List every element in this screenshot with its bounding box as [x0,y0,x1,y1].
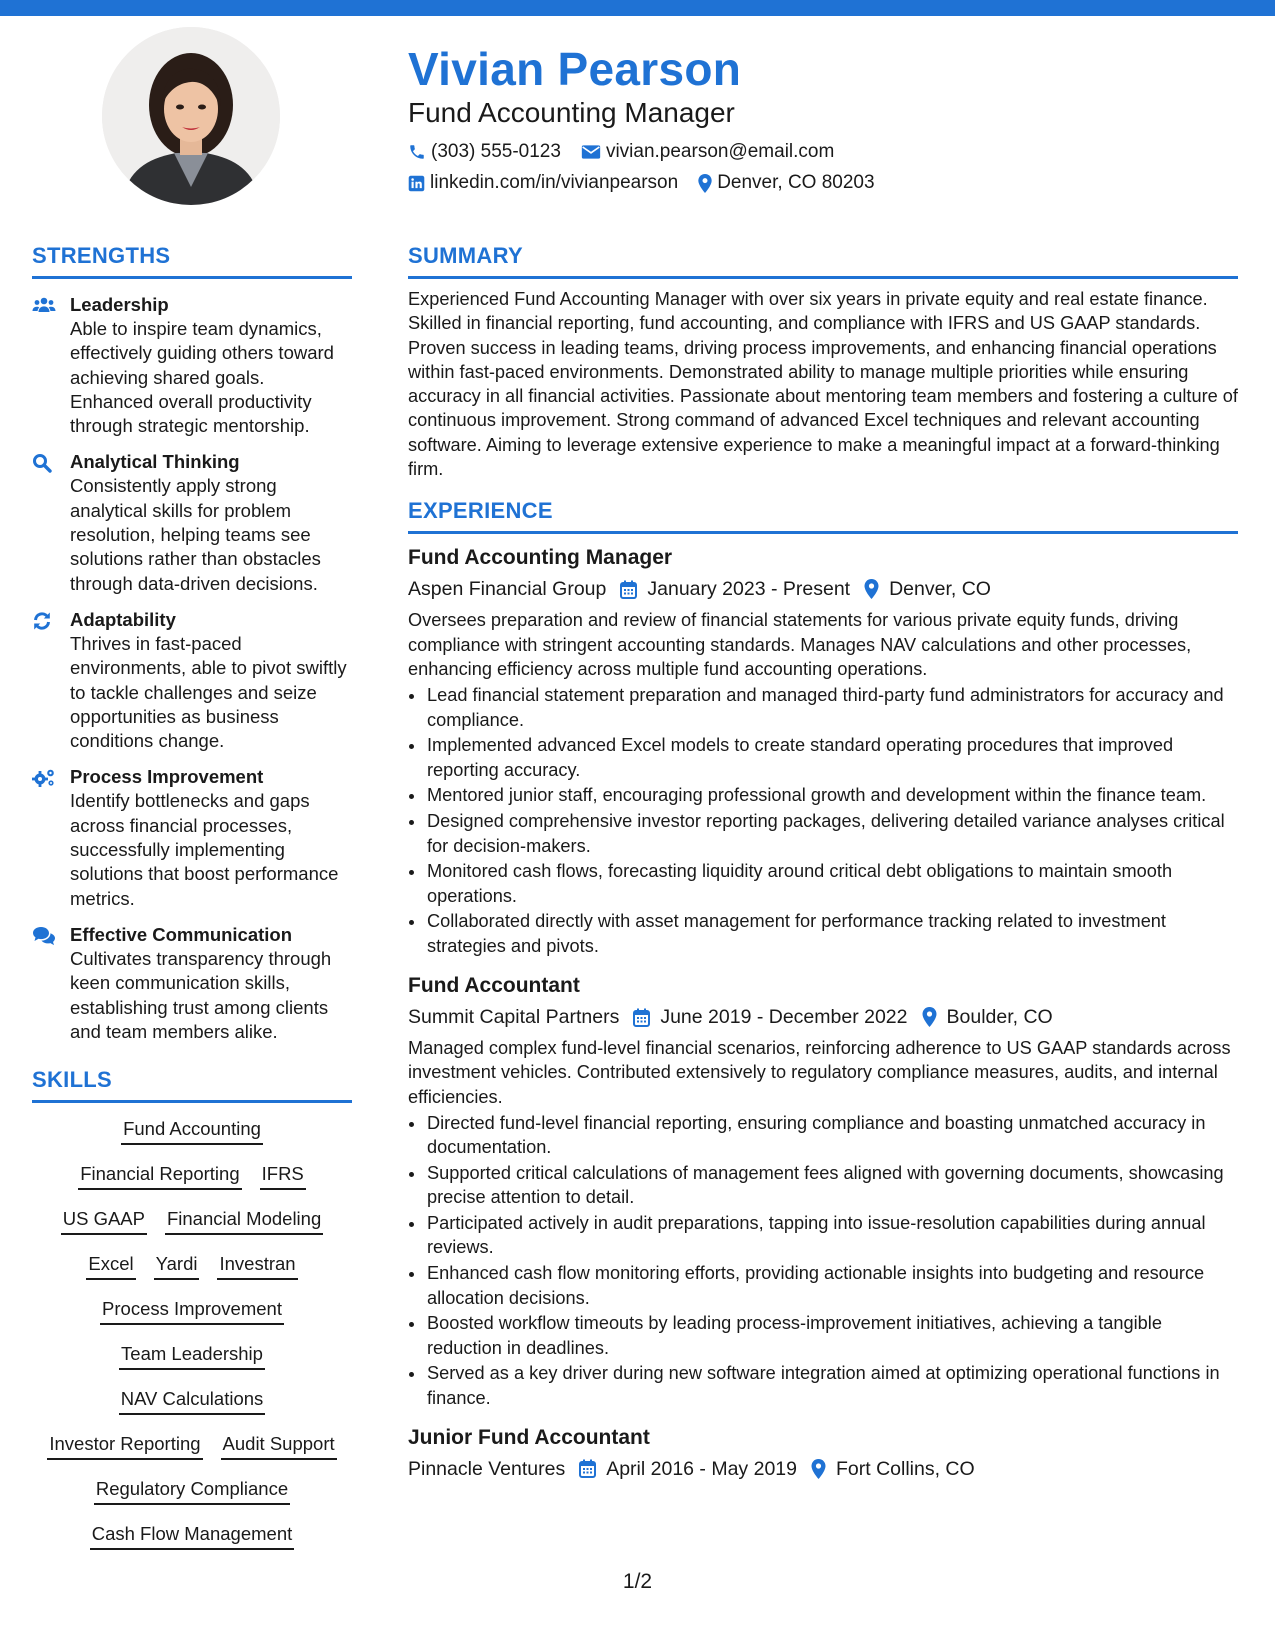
contact-row-2 [408,171,1228,195]
job-entry [408,544,1238,958]
location-item [698,171,874,195]
skill-tag: Regulatory Compliance [94,1477,290,1505]
bullet-item: • Participated actively in audit preparations, tapping into issue-resolution capabilities during annual reviews. [426,1211,1238,1260]
skill-row [32,1387,352,1432]
bullet-item: • Supported critical calculations of management fees aligned with governing documents, showcasing precise attention to detail. [426,1161,1238,1210]
email-item [581,140,834,164]
skill-row [32,1117,352,1162]
job-meta [408,575,1238,603]
job-bullets [408,1111,1238,1410]
bullet-item: • Designed comprehensive investor reporting packages, delivering detailed variance analyses critical for decision-makers. [426,809,1238,858]
company-name: Summit Capital Partners [408,1006,620,1029]
section-divider [408,531,1238,534]
strengths-heading: STRENGTHS [32,243,171,268]
experience-list [408,544,1238,1483]
phone-item [408,140,561,164]
job-dates: June 2019 - December 2022 [660,1006,908,1029]
experience-heading: EXPERIENCE [408,498,553,524]
job-bullets [408,683,1238,958]
calendar-icon [620,580,637,599]
location-text: Denver, CO 80203 [717,172,875,193]
skill-tag: Financial Reporting [78,1162,241,1190]
phone-text[interactable]: (303) 555-0123 [431,141,561,162]
skill-tag: Team Leadership [119,1342,265,1370]
bullet-item: • Monitored cash flows, forecasting liquidity around critical debt obligations to maintain smooth operations. [426,859,1238,908]
job-title: Junior Fund Accountant [408,1425,650,1449]
skill-tag: Fund Accounting [121,1117,263,1145]
calendar-icon [633,1008,650,1027]
skill-tag: Financial Modeling [165,1207,323,1235]
page-number: 1/2 [622,1570,653,1593]
job-description: Managed complex fund-level financial scenarios, reinforcing adherence to US GAAP standards across investment vehicles. Contributed extensively to regulatory compliance measures, audits, and internal efficiencies. [408,1038,1231,1107]
bullet-item: • Mentored junior staff, encouraging professional growth and development within the finance team. [426,783,1238,807]
top-accent-bar [0,0,1275,16]
users-icon [32,296,56,314]
email-text[interactable]: vivian.pearson@email.com [605,141,835,162]
strength-name: Analytical Thinking [70,451,240,473]
job-dates: January 2023 - Present [647,578,851,601]
job-description: Oversees preparation and review of financial statements for various private equity funds, driving compliance with stringent accounting standards. Manages NAV calculations and other processes, enhancing efficiency across multiple fund accounting operations. [408,610,1192,679]
skill-tag: Yardi [154,1252,200,1280]
bullet-item: • Lead financial statement preparation and managed third-party fund administrators for accuracy and compliance. [426,683,1238,732]
skill-row [32,1252,352,1297]
bullet-item: • Directed fund-level financial reporting, ensuring compliance and boasting unmatched accuracy in documentation. [426,1111,1238,1160]
right-column [408,242,1238,1483]
skill-tag: IFRS [260,1162,306,1190]
linkedin-text[interactable]: linkedin.com/in/vivianpearson [430,172,679,193]
bullet-item: • Enhanced cash flow monitoring efforts, providing actionable insights into budgeting and resource allocation decisions. [426,1261,1238,1310]
gears-icon [32,768,56,788]
bullet-item: • Collaborated directly with asset management for performance tracking related to investment strategies and pivots. [426,909,1238,958]
linkedin-icon [408,175,425,192]
strength-desc: Cultivates transparency through keen communication skills, establishing trust among clients and team members alike. [70,947,332,1042]
skill-row [32,1522,352,1567]
strength-item [32,765,352,910]
map-pin-icon [864,579,879,599]
skill-tag: Process Improvement [100,1297,284,1325]
summary-heading: SUMMARY [408,243,523,268]
strength-desc: Consistently apply strong analytical skills for problem resolution, helping teams see solutions rather than obstacles through data-driven decisions. [70,475,321,594]
company-name: Aspen Financial Group [408,578,607,601]
skill-tag: Cash Flow Management [90,1522,295,1550]
strength-item [32,608,352,753]
skill-tag: Investran [217,1252,297,1280]
job-location: Denver, CO [889,578,991,601]
comments-icon [32,926,56,946]
map-pin-icon [922,1007,937,1027]
job-location: Boulder, CO [946,1006,1053,1029]
calendar-icon [579,1459,596,1478]
strength-name: Effective Communication [70,923,293,945]
company-name: Pinnacle Ventures [408,1457,566,1480]
sync-icon [32,611,52,631]
skill-tag: US GAAP [61,1207,147,1235]
job-meta [408,1455,1238,1483]
section-divider [32,276,352,279]
strength-desc: Identify bottlenecks and gaps across financial processes, successfully implementing solutions that boost performance metrics. [70,790,339,909]
skill-row [32,1477,352,1522]
strength-desc: Able to inspire team dynamics, effectively guiding others toward achieving shared goals. Enhanced overall productivity through strategic mentorship. [70,318,334,437]
bullet-item: • Served as a key driver during new software integration aimed at optimizing operational functions in finance. [426,1361,1238,1410]
strength-name: Leadership [70,294,169,315]
candidate-title: Fund Accounting Manager [408,97,735,128]
skill-tag: Investor Reporting [47,1432,202,1460]
strength-name: Adaptability [70,608,176,630]
job-title: Fund Accounting Manager [408,546,673,570]
skill-row [32,1162,352,1207]
envelope-icon [581,144,601,160]
contact-row-1 [408,140,1228,164]
skill-tag: Audit Support [221,1432,337,1460]
job-entry [408,972,1238,1410]
linkedin-item [408,171,678,195]
section-divider [408,276,1238,279]
skill-row [32,1207,352,1252]
left-column [32,242,352,1567]
candidate-name: Vivian Pearson [408,43,742,95]
profile-photo [102,27,280,205]
skill-tag: Excel [86,1252,135,1280]
section-divider [32,1100,352,1103]
bullet-item: • Implemented advanced Excel models to create standard operating procedures that improved reporting accuracy. [426,733,1238,782]
summary-text: Experienced Fund Accounting Manager with over six years in private equity and real estate finance. Skilled in financial reporting, fund accounting, and compliance with IFRS and US GAAP standards. Proven success in leading teams, driving process improvements, and enhancing financial operations within fast-paced environments. Demonstrated ability to manage multiple priorities while ensuring accuracy in all financial activities. Passionate about mentoring team members and fostering a culture of continuous improvement. Strong command of advanced Excel techniques and relevant accounting software. Aiming to leverage extensive experience to make a meaningful impact at a forward-thinking firm. [408,289,1238,480]
job-meta [408,1003,1238,1031]
map-pin-icon [811,1459,826,1479]
job-location: Fort Collins, CO [835,1457,975,1480]
strength-item [32,293,352,438]
strength-item [32,923,352,1044]
job-entry [408,1424,1238,1483]
strength-name: Process Improvement [70,766,264,788]
job-title: Fund Accountant [408,974,580,998]
skill-row [32,1432,352,1477]
strength-item [32,450,352,595]
skill-tag: NAV Calculations [119,1387,266,1415]
phone-icon [408,143,426,161]
skills-list [32,1117,352,1567]
search-icon [32,453,52,473]
skills-heading: SKILLS [32,1067,113,1093]
resume-header [408,40,1228,195]
bullet-item: • Boosted workflow timeouts by leading process-improvement initiatives, achieving a tangible reduction in deadlines. [426,1311,1238,1360]
skill-row [32,1297,352,1342]
job-dates: April 2016 - May 2019 [606,1457,797,1480]
strength-desc: Thrives in fast-paced environments, able to pivot swiftly to tackle challenges and seize opportunities as business conditions change. [70,632,347,752]
skill-row [32,1342,352,1387]
map-pin-icon [698,174,712,193]
